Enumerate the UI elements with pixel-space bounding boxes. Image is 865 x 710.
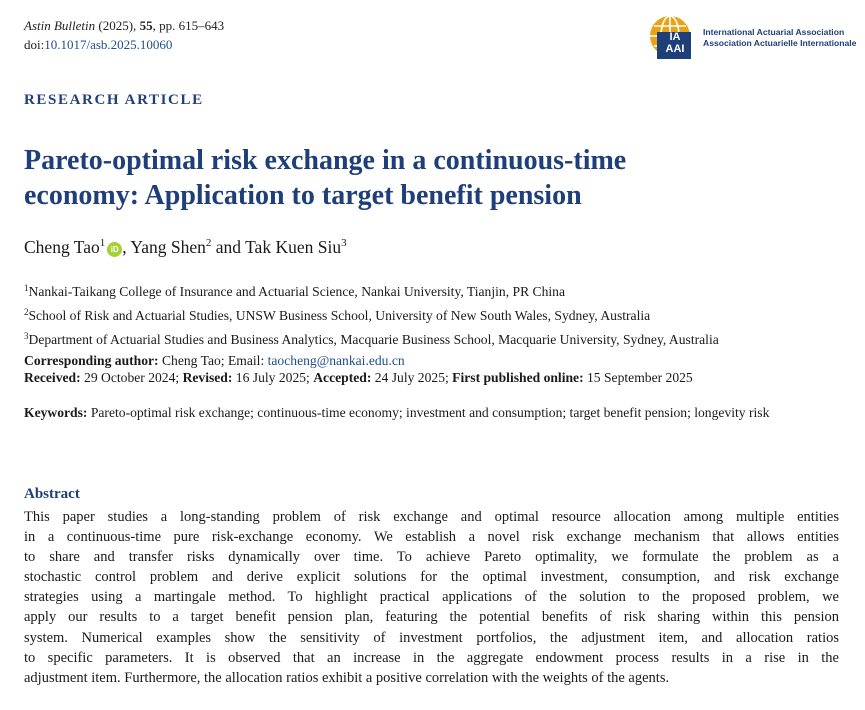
publication-dates [24,370,693,386]
iaa-badge-text [659,31,691,55]
doi-line [24,35,224,54]
abstract-line: strategies using a martingale method. To highlight practical applications of the solution to the proposed problem, we [24,589,839,606]
accepted-date: 24 July 2025; [371,370,453,385]
revised-label: Revised: [182,370,233,385]
author-affil-sup: 2 [205,237,212,249]
abstract-line: to specific parameters. It is observed that an increase in the aggregate endowment process results in a rise in the [24,649,839,666]
author-separator: and [211,237,246,257]
author-name[interactable]: Cheng Tao [24,237,100,257]
affiliation [24,326,719,350]
abstract-line: This paper studies a long-standing problem of risk exchange and optimal resource allocation among multiple entities [24,509,839,525]
paper-title [24,143,804,213]
journal-name: Astin Bulletin [24,18,96,33]
abstract-line: stochastic control problem and derive explicit solutions for the optimal investment, consumption, and risk exchange [24,569,839,586]
corresponding-text: Cheng Tao; Email: [158,353,268,368]
author-affil-sup: 3 [341,237,347,249]
author-name[interactable]: Yang Shen [130,237,206,257]
affil-text: Department of Actuarial Studies and Business Analytics, Macquarie Business School, Macquarie University, Sydney, Australia [28,332,719,347]
doi-link[interactable]: 10.1017/asb.2025.10060 [44,37,173,52]
author-name[interactable]: Tak Kuen Siu [245,237,342,257]
title-line-1: Pareto-optimal risk exchange in a continuous-time [24,145,627,176]
article-type: RESEARCH ARTICLE [24,92,204,108]
author-separator: , [122,237,131,257]
badge-bottom: AAI [665,43,685,55]
revised-date: 16 July 2025; [232,370,314,385]
affil-sup: 3 [24,331,29,341]
keywords-text: Pareto-optimal risk exchange; continuous-time economy; investment and consumption; target benefit pension; longevity risk [87,405,770,420]
doi-label: doi: [24,37,45,52]
keywords [24,402,824,423]
title-line-2: economy: Application to target benefit pension [24,180,582,211]
abstract-body [24,507,839,688]
abstract-line: system. Numerical examples show the sensitivity of investment portfolios, the adjustment item, and allocation ratios [24,629,839,646]
journal-pages: , pp. 615–643 [152,18,225,33]
received-label: Received: [24,370,81,385]
author-affil-sup: 1 [99,237,106,249]
corresponding-author [24,350,719,371]
keywords-label: Keywords: [24,405,88,420]
affiliation [24,302,719,326]
journal-volume: 55 [139,18,153,33]
affil-sup: 1 [24,283,29,293]
affil-sup: 2 [24,307,29,317]
abstract-line: to share and transfer risks dynamically over time. To achieve Pareto optimality, we formulate the problem as a [24,549,839,566]
abstract-line: adjustment item. Furthermore, the allocation ratios exhibit a positive correlation with the weights of the agents. [24,669,670,686]
journal-line [24,16,224,35]
corresponding-label: Corresponding author: [24,353,159,368]
journal-citation [24,16,224,54]
author-list [24,237,347,258]
abstract-line: in a continuous-time pure risk-exchange economy. We establish a novel risk exchange mechanism that allows entities [24,529,839,546]
online-date: 15 September 2025 [583,370,693,385]
received-date: 29 October 2024; [80,370,183,385]
iaa-name-en: International Actuarial Association [703,27,845,37]
email-link[interactable]: taocheng@nankai.edu.cn [267,353,405,368]
badge-top: IA [669,31,681,43]
iaa-name-fr: Association Actuarielle Internationale [703,38,857,48]
abstract-heading: Abstract [24,486,80,502]
affiliation [24,278,719,302]
orcid-icon[interactable]: iD [107,242,122,257]
online-label: First published online: [452,370,584,385]
accepted-label: Accepted: [313,370,372,385]
iaa-logo [648,14,857,60]
iaa-name [703,27,856,49]
affiliations [24,278,719,371]
abstract-line: apply our results to a target benefit pension plan, featuring the potential benefits of risk sharing within this pension [24,609,839,626]
affil-text: School of Risk and Actuarial Studies, UNSW Business School, University of New South Wales, Sydney, Australia [28,308,651,323]
affil-text: Nankai-Taikang College of Insurance and Actuarial Science, Nankai University, Tianjin, PR China [28,284,566,299]
journal-year: (2025), [95,18,140,33]
